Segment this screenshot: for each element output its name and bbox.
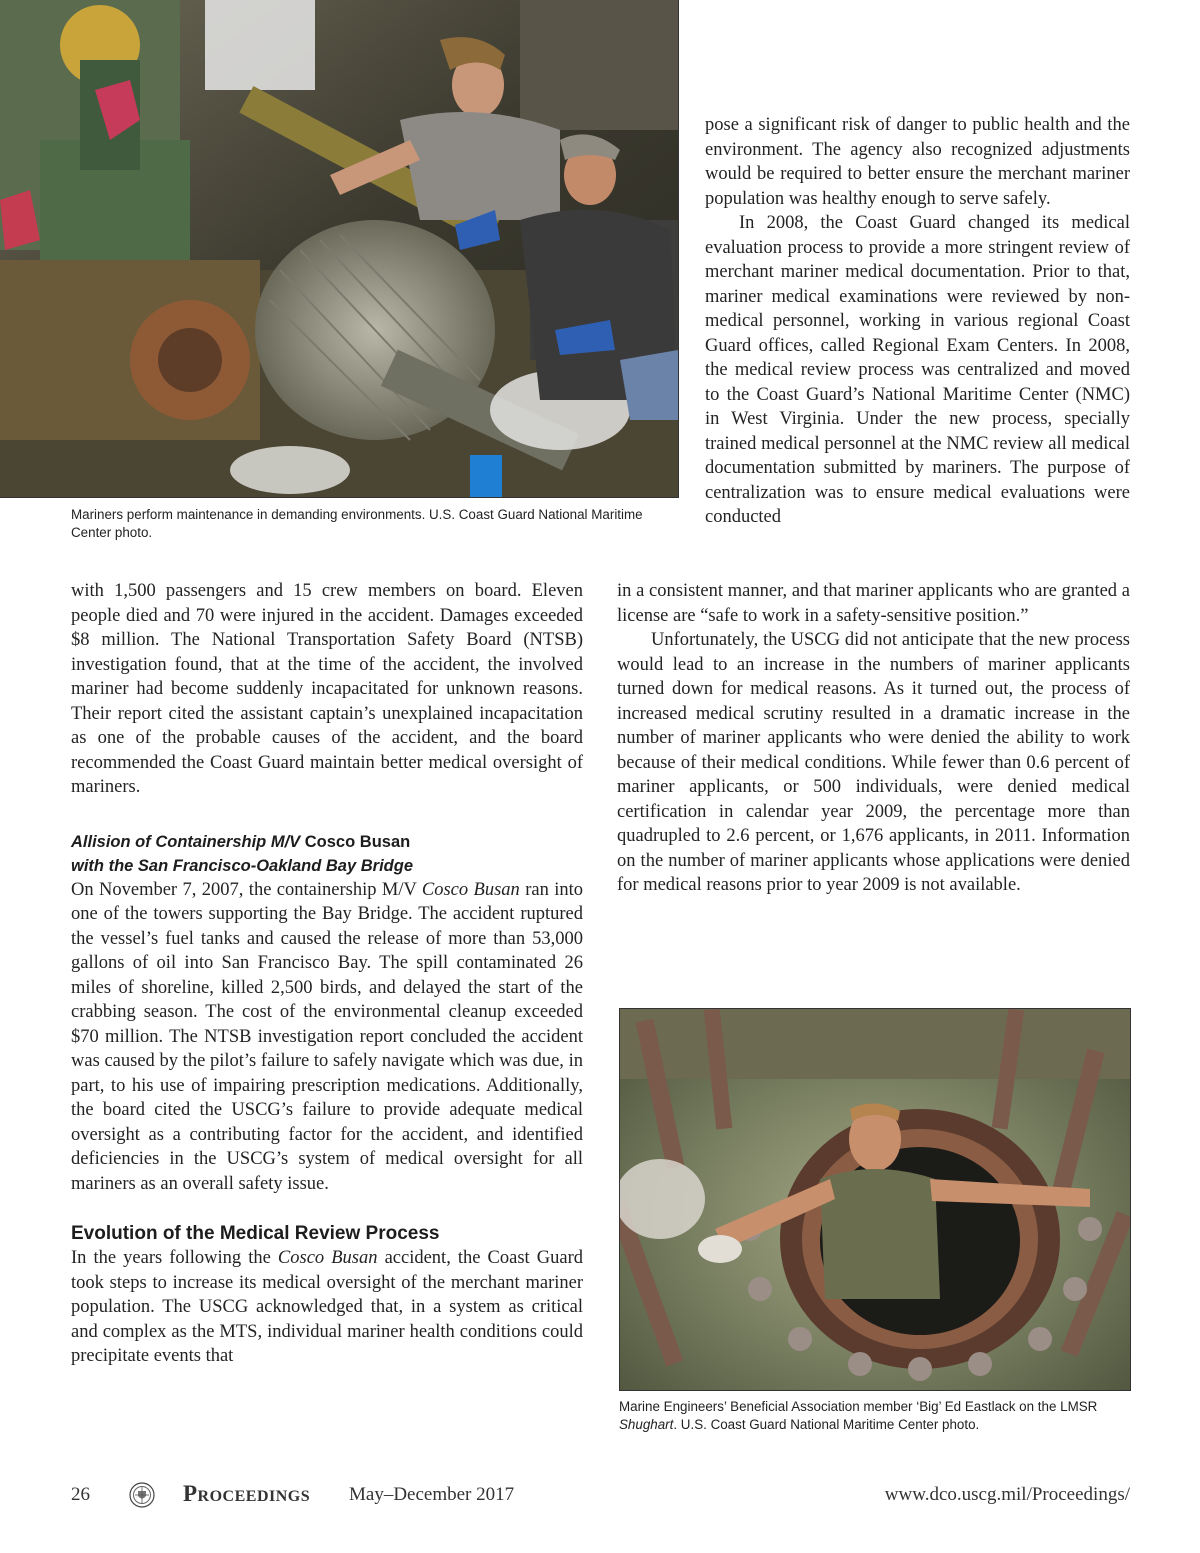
cylinder-engine-photo [619, 1008, 1131, 1391]
subheading-cosco-busan [71, 830, 583, 878]
subheading-part-b: with the San Francisco-Oakland Bay Bridge [71, 856, 413, 875]
top-photo-caption-text: Mariners perform maintenance in demanding environments. U.S. Coast Guard National Maritime Center photo. [71, 507, 643, 540]
right-paragraph-3: Unfortunately, the USCG did not anticipate that the new process would lead to an increase in the numbers of mariner applicants turned down for medical reasons. As it turned out, the process of increased medical scrutiny resulted in a dramatic increase in the number of mariner applicants who were denied the ability to work because of their medical conditions. While fewer than 0.6 percent of mariner applicants, or 500 individuals, were denied medical certification in calendar year 2009, the percentage more than quadrupled to 2.6 percent, or 1,676 applicants, in 2011. Information on the number of mariner applicants whose applications were denied for medical reasons prior to year 2009 is not available. [617, 630, 1130, 895]
page-footer [71, 1482, 1130, 1512]
bottom-caption-ship: Shughart [619, 1417, 674, 1432]
left-column [71, 579, 583, 1369]
subheading-ship-name: Cosco Busan [304, 832, 411, 851]
right-paragraph-2: In 2008, the Coast Guard changed its medical evaluation process to provide a more stringent review of merchant mariner medical documentation. Prior to that, mariner medical examinations were reviewed by non-medical personnel, working in various regional Coast Guard offices, called Regional Exam Centers. In 2008, the medical review process was centralized and moved to the Coast Guard’s National Maritime Center (NMC) in West Virginia. Under the new process, specially trained medical personnel at the NMC review all medical documentation submitted by mariners. The purpose of centralization was to ensure medical evaluations were conducted [705, 213, 1130, 527]
subheading-part-a: Allision of Containership M/V [71, 832, 305, 851]
engine-room-photo [0, 0, 679, 498]
bottom-photo-caption-text [619, 1398, 1134, 1434]
left-paragraph-2-end: ran into one of the towers supporting the Bay Bridge. The accident ruptured the vessel’s fuel tanks and caused the release of more than 53,000 gallons of oil into San Francisco Bay. The spill contaminated 26 miles of shoreline, killed 2,500 birds, and delayed the start of the crabbing season. The cost of the environmental cleanup exceeded $70 million. The NTSB investigation report concluded the accident was caused by the pilot’s failure to safely navigate which was due, in part, to his use of impairing prescription medications. Additionally, the board cited the USCG’s failure to provide adequate medical oversight as a contributing factor for the accident, and identified deficiencies in the USCG’s system of medical oversight for all mariners as an overall safety issue. [71, 879, 584, 1194]
left-paragraph-2-ship: Cosco Busan [421, 879, 520, 900]
left-paragraph-2 [71, 878, 583, 1197]
coast-guard-seal-icon [129, 1482, 155, 1508]
publication-name: Proceedings [183, 1481, 311, 1506]
left-paragraph-3-end: accident, the Coast Guard took steps to increase its medical oversight of the merchant mariner population. The USCG acknowledged that, in a system as critical and complex as the MTS, individual mariner health conditions could precipitate events that [71, 1248, 583, 1366]
section-heading: Evolution of the Medical Review Process [71, 1223, 440, 1244]
left-paragraph-3-ship: Cosco Busan [277, 1248, 378, 1268]
left-paragraph-3 [71, 1246, 583, 1369]
bottom-photo-caption [619, 1398, 1134, 1434]
right-column-lower [617, 579, 1130, 898]
bottom-caption-end: . U.S. Coast Guard National Maritime Center photo. [673, 1417, 980, 1432]
top-photo-caption [71, 506, 683, 542]
website-url[interactable]: www.dco.uscg.mil/Proceedings/ [884, 1484, 1130, 1505]
left-paragraph-3-start: In the years following the [71, 1248, 278, 1268]
left-paragraph-1: with 1,500 passengers and 15 crew members on board. Eleven people died and 70 were injured in the accident. Damages exceeded $8 million. The National Transportation Safety Board (NTSB) investigation found, that at the time of the accident, the involved mariner had become suddenly incapacitated for unknown reasons. Their report cited the assistant captain’s unexplained incapacitation as one of the probable causes of the accident, and the board recommended the Coast Guard maintain better medical oversight of mariners. [71, 581, 583, 797]
engineer-in-cylinder-image [620, 1009, 1130, 1390]
left-paragraph-2-start: On November 7, 2007, the containership M/V [71, 879, 422, 900]
turbine-maintenance-image [0, 0, 678, 497]
right-paragraph-1: pose a significant risk of danger to public health and the environment. The agency also recognized adjustments would be required to better ensure the merchant mariner population was healthy enough to serve safely. [705, 115, 1130, 209]
right-column-upper [705, 113, 1130, 530]
issue-date: May–December 2017 [349, 1484, 515, 1505]
right-paragraph-2-continued: in a consistent manner, and that mariner applicants who are granted a license are “safe to work in a safety-sensitive position.” [617, 581, 1130, 626]
bottom-caption-start: Marine Engineers’ Beneficial Association member ‘Big’ Ed Eastlack on the LMSR [619, 1399, 1098, 1414]
page-number: 26 [71, 1484, 90, 1505]
